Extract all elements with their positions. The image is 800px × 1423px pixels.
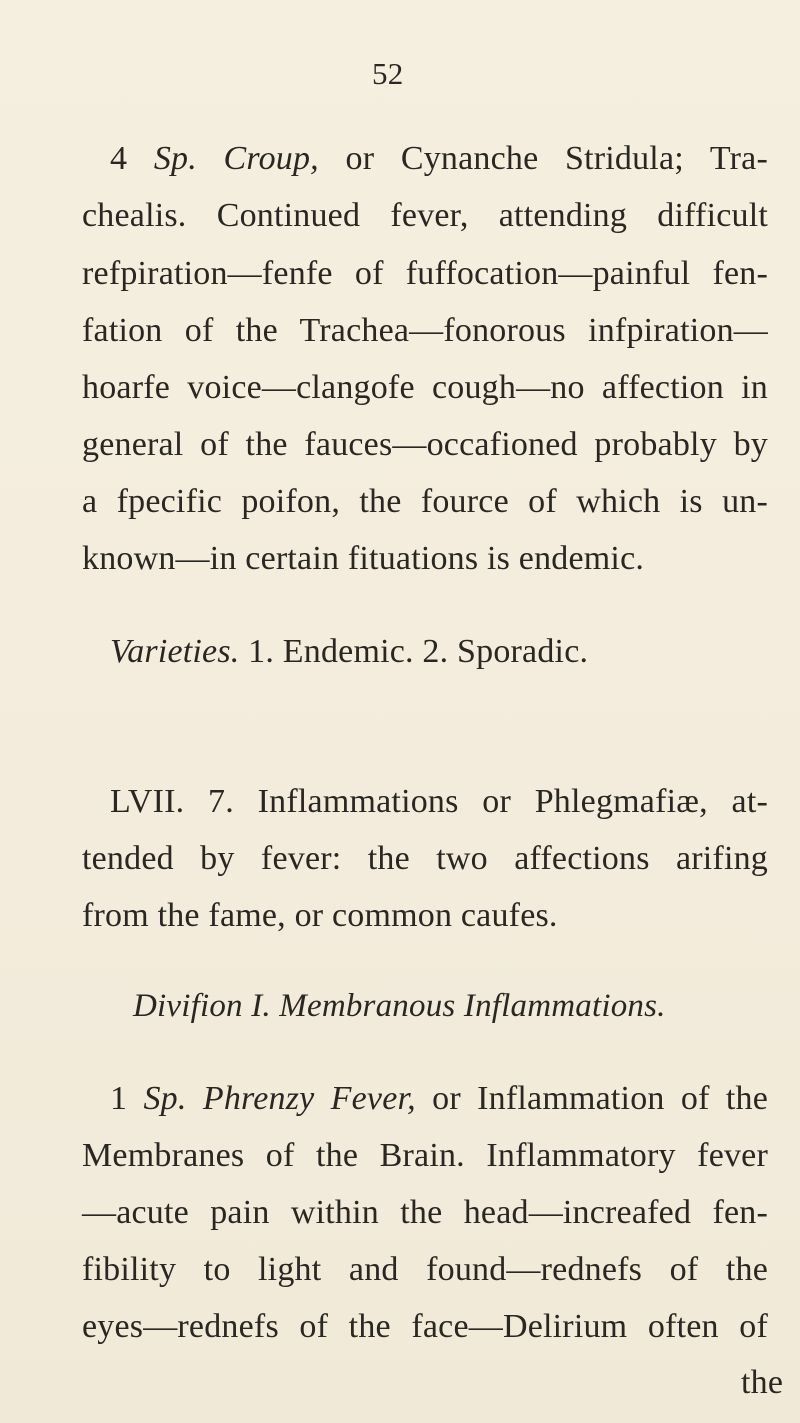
croup-heading-line — [110, 140, 768, 178]
text-line: refpiration—fenfe of fuffocation—painful fen- — [82, 255, 768, 292]
varieties-label: Varieties. — [110, 633, 240, 670]
croup-sp-label: Sp. — [153, 140, 197, 177]
text-line: a fpecific poifon, the fource of which is un- — [82, 483, 768, 520]
croup-heading-rest: or Cynanche Stridula; Tra- — [318, 140, 768, 177]
text-line: eyes—rednefs of the face—Delirium often of — [82, 1308, 768, 1345]
text-line: —acute pain within the head—increafed fen- — [82, 1194, 768, 1231]
section-lvii-heading: LVII. 7. Inflammations or Phlegmafiæ, at- — [110, 783, 768, 820]
text-line: general of the fauces—occafioned probably by — [82, 426, 768, 463]
page-number: 52 — [372, 56, 404, 91]
division-heading: Divifion I. Membranous Inflammations. — [133, 988, 666, 1024]
phrenzy-sp-label: Sp. — [143, 1080, 187, 1117]
croup-name: Croup, — [223, 140, 319, 177]
phrenzy-name: Phrenzy Fever, — [202, 1080, 416, 1117]
text-line: fation of the Trachea—fonorous infpiration— — [82, 312, 768, 349]
phrenzy-species-number: 1 — [110, 1080, 144, 1117]
text-line: Membranes of the Brain. Inflammatory fever — [82, 1137, 768, 1174]
text-line: hoarfe voice—clangofe cough—no affection in — [82, 369, 768, 406]
croup-species-number: 4 — [110, 140, 154, 177]
varieties-text: 1. Endemic. 2. Sporadic. — [239, 633, 589, 670]
text-line: known—in certain fituations is endemic. — [82, 540, 645, 577]
text-line: tended by fever: the two affections arifing — [82, 840, 768, 877]
varieties-line — [110, 633, 588, 671]
phrenzy-heading-rest: or Inflammation of the — [415, 1080, 768, 1117]
phrenzy-heading-line — [110, 1080, 768, 1118]
text-line: fibility to light and found—rednefs of the — [82, 1251, 768, 1288]
catchword: the — [741, 1364, 784, 1401]
text-line: chealis. Continued fever, attending difficult — [82, 197, 768, 234]
text-line: from the fame, or common caufes. — [82, 897, 558, 934]
